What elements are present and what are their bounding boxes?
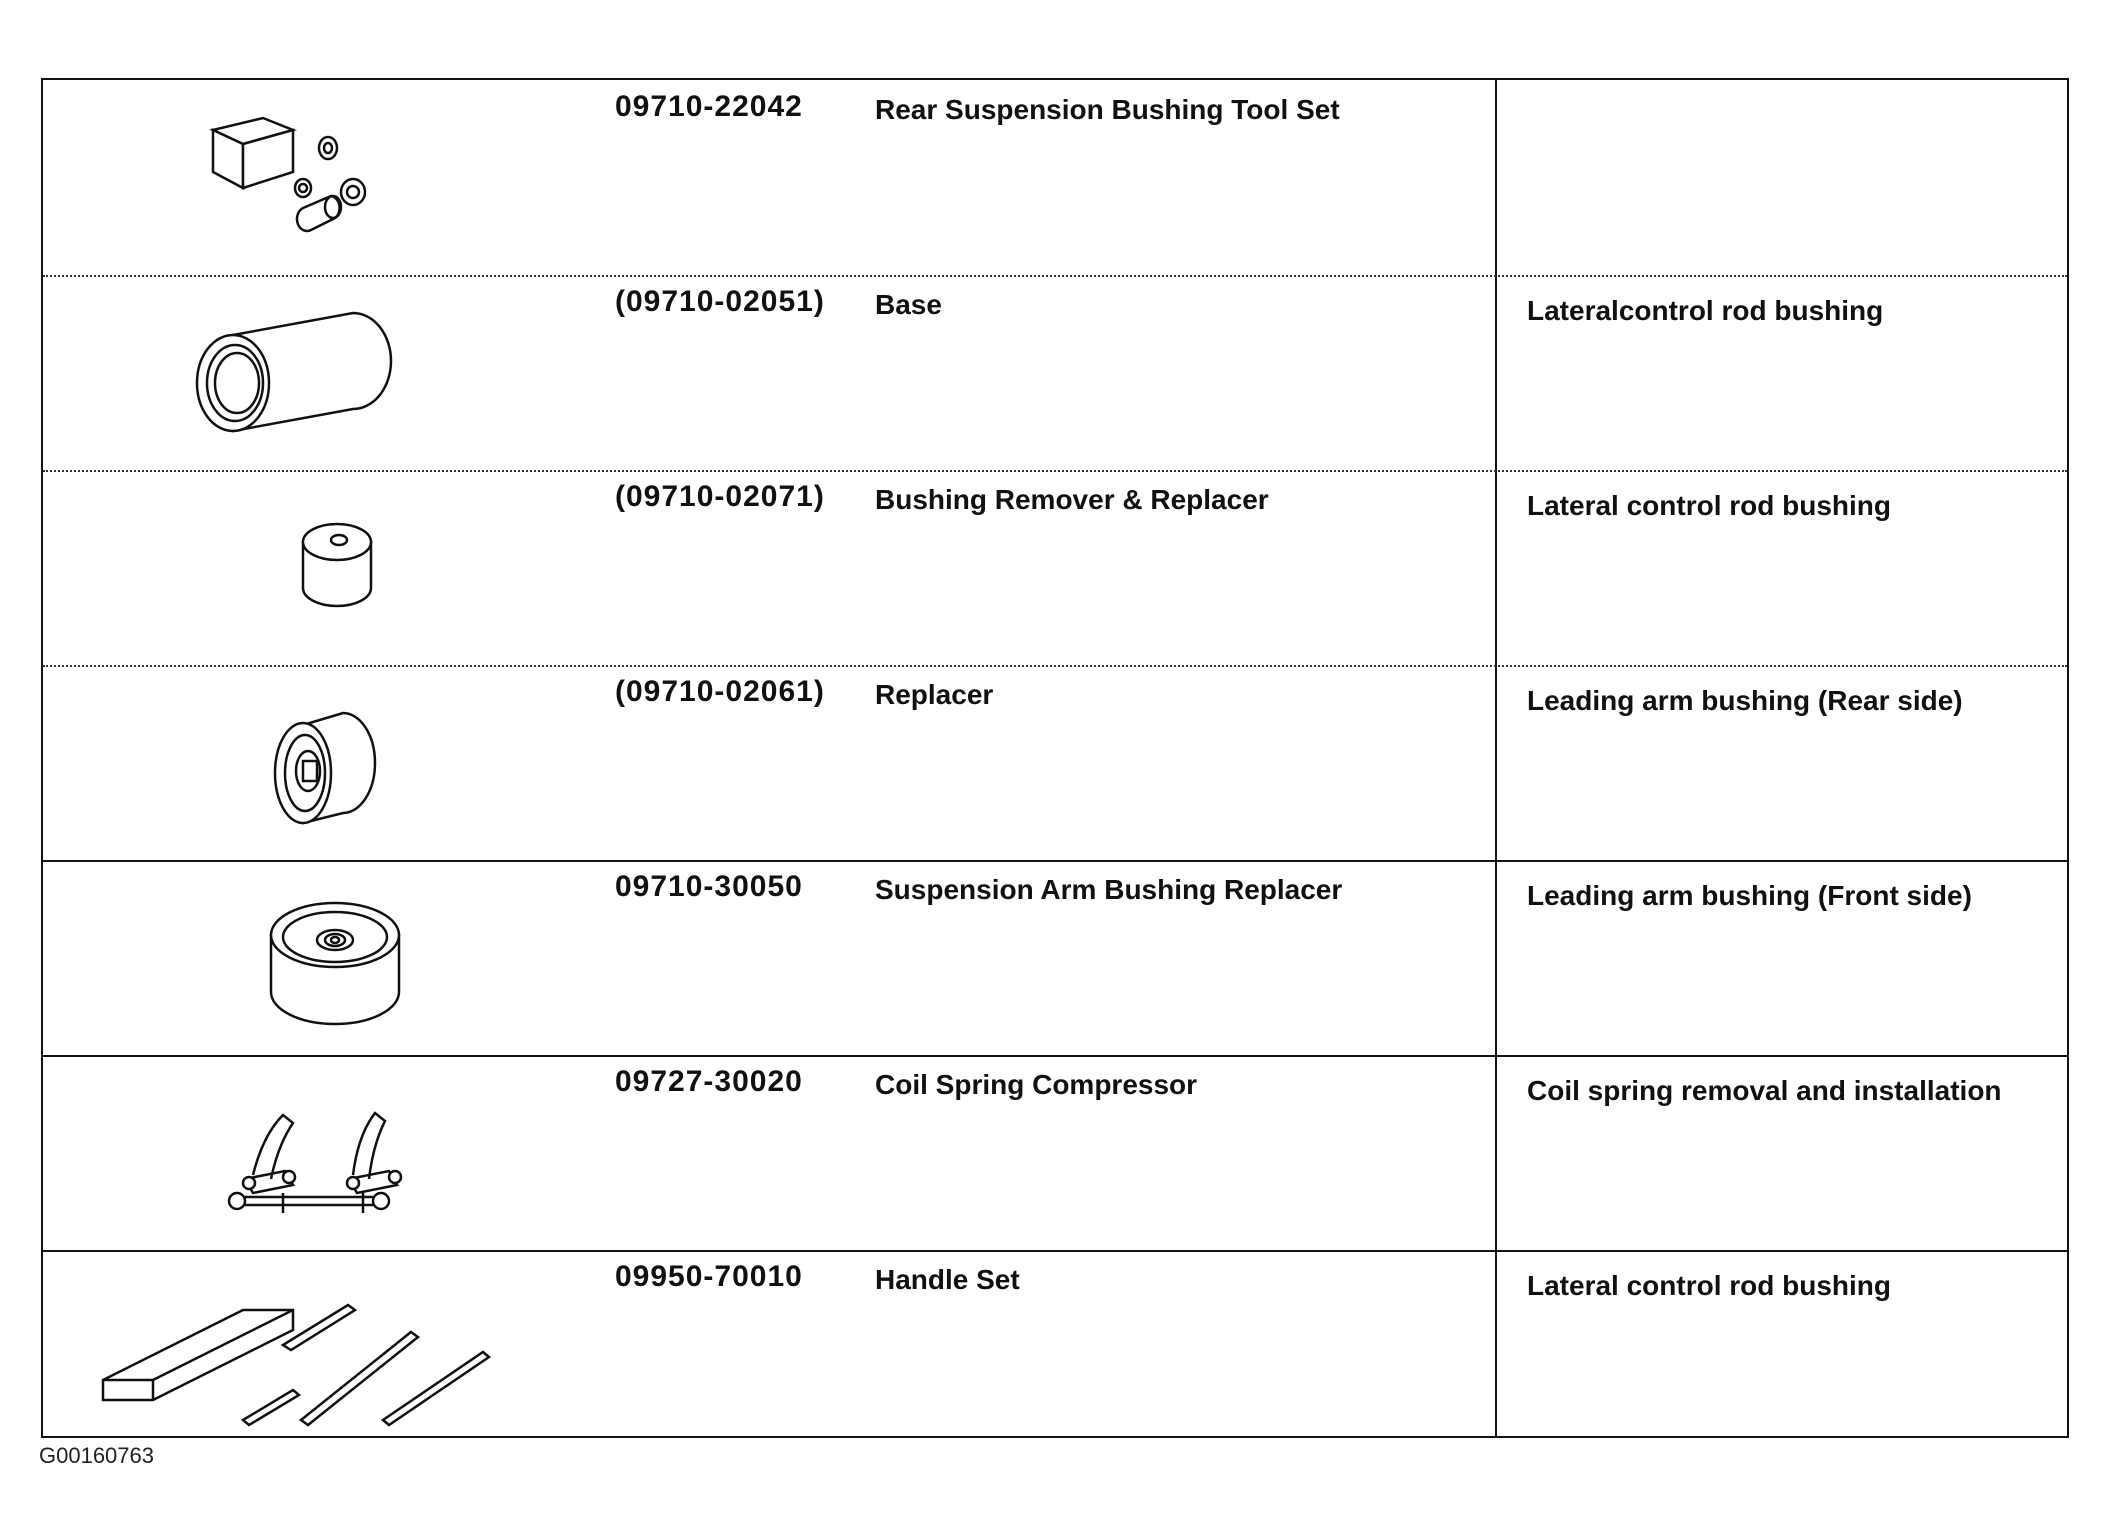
- part-number: 09710-30050: [615, 870, 803, 903]
- table-row: [43, 275, 2067, 472]
- table-row: [43, 470, 2067, 667]
- tool-usage: Coil spring removal and installation: [1527, 1075, 2002, 1106]
- arm-bushing-replacer-icon: [153, 880, 453, 1040]
- replacer-icon: [153, 685, 453, 845]
- coil-spring-compressor-icon: [153, 1075, 453, 1235]
- tool-usage: Leading arm bushing (Rear side): [1527, 685, 1963, 716]
- bushing-remover-icon: [153, 490, 453, 650]
- bushing-tool-set-icon: [153, 100, 453, 260]
- tool-name: Bushing Remover & Replacer: [875, 484, 1269, 515]
- part-number: 09727-30020: [615, 1065, 803, 1098]
- base-cylinder-icon: [153, 295, 453, 455]
- part-number: (09710-02051): [615, 285, 825, 318]
- tool-name: Rear Suspension Bushing Tool Set: [875, 94, 1340, 125]
- table-row: [43, 665, 2067, 862]
- part-number: 09710-22042: [615, 90, 803, 123]
- tool-name: Replacer: [875, 679, 994, 710]
- tool-name: Handle Set: [875, 1264, 1020, 1295]
- tool-name: Suspension Arm Bushing Replacer: [875, 874, 1343, 905]
- tool-usage: Lateral control rod bushing: [1527, 1270, 1892, 1301]
- figure-id: G00160763: [39, 1443, 154, 1468]
- part-number: (09710-02071): [615, 480, 825, 513]
- tool-name: Coil Spring Compressor: [875, 1069, 1198, 1100]
- table-row: [43, 1250, 2067, 1436]
- table-row: [43, 80, 2067, 277]
- table-row: [43, 1055, 2067, 1252]
- tool-usage: Lateralcontrol rod bushing: [1527, 295, 1884, 326]
- table-row: [43, 860, 2067, 1057]
- part-number: (09710-02061): [615, 675, 825, 708]
- part-number: 09950-70010: [615, 1260, 803, 1293]
- special-service-tools-table: [41, 78, 2069, 1438]
- tool-usage: Lateral control rod bushing: [1527, 490, 1892, 521]
- tool-name: Base: [875, 289, 942, 320]
- tool-usage: Leading arm bushing (Front side): [1527, 880, 1972, 911]
- handle-set-icon: [93, 1270, 533, 1430]
